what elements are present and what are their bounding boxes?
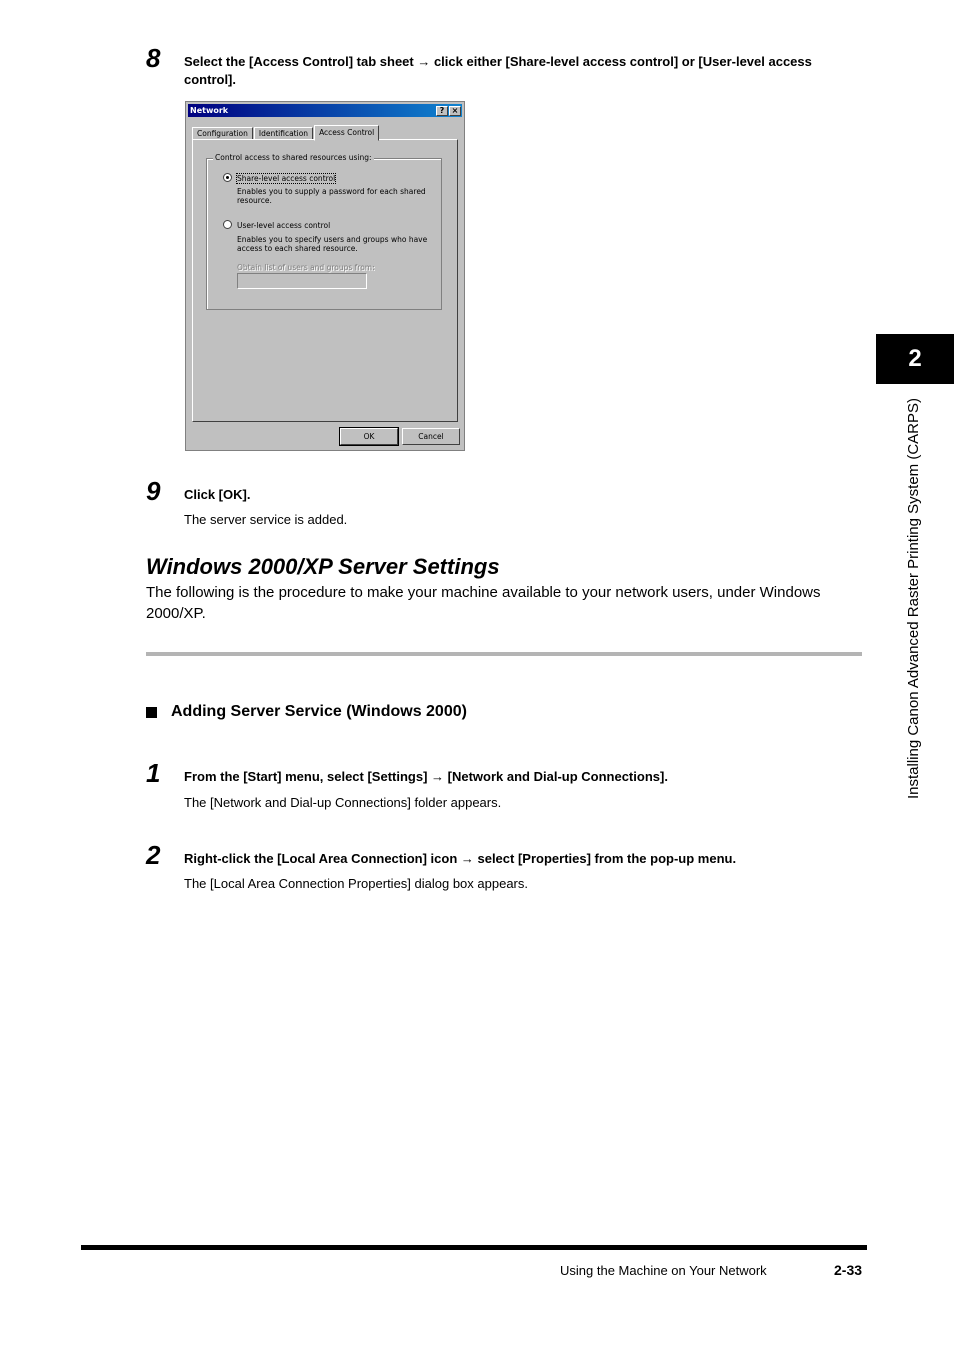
step-number-2: 2 xyxy=(146,840,161,870)
ok-button[interactable]: OK xyxy=(340,428,398,445)
cancel-button[interactable]: Cancel xyxy=(402,428,460,445)
section-title: Windows 2000/XP Server Settings xyxy=(146,554,500,579)
tab-configuration[interactable]: Configuration xyxy=(192,127,253,140)
subheading xyxy=(146,702,467,722)
tab-identification[interactable]: Identification xyxy=(254,127,313,140)
subheading-text: Adding Server Service (Windows 2000) xyxy=(171,703,467,720)
user-level-radio[interactable] xyxy=(223,220,232,229)
access-control-panel xyxy=(192,139,458,422)
help-icon[interactable]: ? xyxy=(436,106,448,116)
share-level-desc: Enables you to supply a password for each shared resource. xyxy=(237,187,426,205)
section-divider xyxy=(146,652,862,656)
chapter-tab: 2 xyxy=(876,334,954,384)
step-2-instruction: Right-click the [Local Area Connection] icon → select [Properties] from the pop-up menu. xyxy=(184,851,737,866)
footer-rule xyxy=(81,1245,867,1250)
dialog-title: Network xyxy=(190,106,229,115)
step-9-instruction: Click [OK]. xyxy=(184,487,251,502)
dialog-tabs xyxy=(192,123,380,140)
close-icon[interactable]: × xyxy=(449,106,461,116)
step-9-result: The server service is added. xyxy=(184,512,348,527)
access-groupbox xyxy=(206,158,442,310)
footer-text: Using the Machine on Your Network xyxy=(560,1263,767,1278)
step-8-instruction: Select the [Access Control] tab sheet → click either [Share-level access control] or [User-level access control]. xyxy=(184,54,812,87)
step-1-instruction: From the [Start] menu, select [Settings] → [Network and Dial-up Connections]. xyxy=(184,769,668,784)
step-2-result: The [Local Area Connection Properties] dialog box appears. xyxy=(184,876,528,891)
tab-access-control[interactable]: Access Control xyxy=(314,125,379,141)
chapter-side-title: Installing Canon Advanced Raster Printing System (CARPS) xyxy=(905,398,922,800)
step-number-9: 9 xyxy=(146,476,161,506)
square-bullet-icon xyxy=(146,707,157,718)
user-level-desc: Enables you to specify users and groups who have access to each shared resource. xyxy=(237,235,428,253)
user-level-label[interactable]: User-level access control xyxy=(237,221,331,230)
step-1-result: The [Network and Dial-up Connections] folder appears. xyxy=(184,795,502,810)
page-number: 2-33 xyxy=(834,1262,863,1278)
section-intro: The following is the procedure to make your machine available to your network users, under Windows 2000/XP. xyxy=(146,584,821,622)
share-level-radio[interactable] xyxy=(223,173,232,182)
groupbox-label: Control access to shared resources using: xyxy=(215,153,372,162)
share-level-label[interactable]: Share-level access control xyxy=(237,174,336,183)
network-dialog xyxy=(185,101,465,451)
step-number-8: 8 xyxy=(146,43,161,73)
obtain-list-input[interactable] xyxy=(237,273,367,289)
dialog-titlebar xyxy=(188,104,462,117)
obtain-list-label: Obtain list of users and groups from: xyxy=(237,263,375,272)
step-number-1: 1 xyxy=(146,758,161,788)
